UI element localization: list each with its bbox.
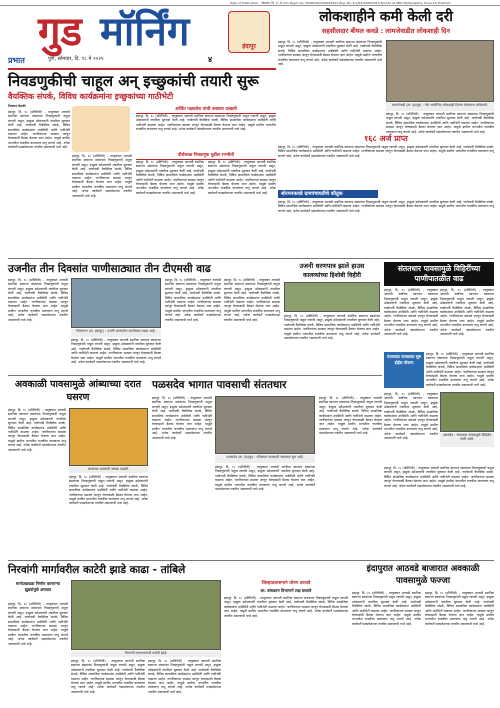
story4-text5: इंदापूर, दि. १८ (प्रतिनिधी) - तालुक्यात आगामी स्थानिक स्वराज्य संस्थांच्या निवडणुकांची चाहूल लागली असून, इच्छुक उमेदवारांनी तयारीला सुरुवात केली आहे. गावोगावी वैयक्तिक संपर्क, विविध सामाजिक कार्यक्रमांना उपस्थिती आणि गाठीभेटी वाढल्या आहेत. नागरिकांच्या समस्या जाणून घेण्यासाठी बैठका घेतल्या जात आहेत. यामुळे ग्रामीण भागातील राजकीय वातावरण तापू लागले आहे. अनेक कार्यकर्ते पक्षप्रवेशाच्या तयारीत असल्याची चर्चा आहे. bbox=[384, 466, 494, 488]
badge-logo bbox=[228, 11, 270, 53]
ujani-story bbox=[8, 262, 280, 372]
divider-h1 bbox=[8, 258, 494, 259]
story4-text4: इंदापूर, दि. १८ (प्रतिनिधी) - तालुक्यात आगामी स्थानिक स्वराज्य संस्थांच्या निवडणुकांची चाहूल लागली असून, इच्छुक उमेदवारांनी तयारीला सुरुवात केली आहे. गावोगावी वैयक्तिक संपर्क, विविध सामाजिक कार्यक्रमांना उपस्थिती आणि गाठीभेटी वाढल्या आहेत. नागरिकांच्या समस्या जाणून घेण्यासाठी बैठका घेतल्या जात आहेत. यामुळे ग्रामीण भागातील राजकीय वातावरण तापू लागले आहे. अनेक कार्यकर्ते पक्षप्रवेशाच्या तयारीत असल्याची चर्चा आहे. bbox=[384, 392, 438, 441]
lead-col5: इंदापूर, दि. १८ (प्रतिनिधी) - तालुक्यात आगामी स्थानिक स्वराज्य संस्थांच्या निवडणुकांची चाहूल लागली असून, इच्छुक उमेदवारांनी तयारीला सुरुवात केली आहे. गावोगावी वैयक्तिक संपर्क, विविध सामाजिक कार्यक्रमांना उपस्थिती आणि गाठीभेटी वाढल्या आहेत. नागरिकांच्या समस्या जाणून घेण्यासाठी बैठका घेतल्या जात आहेत. यामुळे ग्रामीण भागातील राजकीय वातावरण तापू लागले आहे. अनेक कार्यकर्ते पक्षप्रवेशाच्या तयारीत असल्याची चर्चा आहे. bbox=[208, 160, 276, 195]
ujani-col3: इंदापूर, दि. १८ (प्रतिनिधी) - तालुक्यात आगामी स्थानिक स्वराज्य संस्थांच्या निवडणुकांची चाहूल लागली असून, इच्छुक उमेदवारांनी तयारीला सुरुवात केली आहे. गावोगावी वैयक्तिक संपर्क, विविध सामाजिक कार्यक्रमांना उपस्थिती आणि गाठीभेटी वाढल्या आहेत. नागरिकांच्या समस्या जाणून घेण्यासाठी बैठका घेतल्या जात आहेत. यामुळे ग्रामीण भागातील राजकीय वातावरण तापू लागले आहे. अनेक कार्यकर्ते पक्षप्रवेशाच्या तयारीत असल्याची चर्चा आहे. bbox=[165, 278, 221, 322]
right-top-box2-text: इंदापूर, दि. १८ (प्रतिनिधी) - तालुक्यात आगामी स्थानिक स्वराज्य संस्थांच्या निवडणुकांची चाहूल लागली असून, इच्छुक उमेदवारांनी तयारीला सुरुवात केली आहे. गावोगावी वैयक्तिक संपर्क, विविध सामाजिक कार्यक्रमांना उपस्थिती आणि गाठीभेटी वाढल्या आहेत. नागरिकांच्या समस्या जाणून घेण्यासाठी बैठका घेतल्या जात आहेत. यामुळे ग्रामीण भागातील राजकीय वातावरण तापू लागले आहे. अनेक कार्यकर्ते पक्षप्रवेशाच्या तयारीत असल्याची चर्चा आहे. bbox=[278, 200, 494, 213]
nirvangi-caption: निरवांगी रस्त्यालगतची काटेरी झाडे. bbox=[71, 651, 221, 657]
brand-gud: गुड bbox=[38, 9, 82, 55]
right-top-box-text: इंदापूर, दि. १८ (प्रतिनिधी) - तालुक्यात आगामी स्थानिक स्वराज्य संस्थांच्या निवडणुकांची चाहूल लागली असून, इच्छुक उमेदवारांनी तयारीला सुरुवात केली आहे. गावोगावी वैयक्तिक संपर्क, विविध सामाजिक कार्यक्रमांना उपस्थिती आणि गाठीभेटी वाढल्या आहेत. नागरिकांच्या समस्या जाणून घेण्यासाठी बैठका घेतल्या जात आहेत. यामुळे ग्रामीण भागातील राजकीय वातावरण तापू लागले आहे. अनेक कार्यकर्ते पक्षप्रवेशाच्या तयारीत असल्याची चर्चा आहे. bbox=[278, 145, 494, 158]
right-top-caption: लामजेवाडी (ता. इंदापूर) : येथे आयोजित लोकशाही दिनात बोलताना अधिकारी. bbox=[386, 103, 494, 111]
palasdev-story bbox=[152, 378, 382, 558]
right-top-headline: लोकशाहीने कमी केली दरी bbox=[319, 9, 453, 25]
ujani-col1: इंदापूर, दि. १८ (प्रतिनिधी) - तालुक्यात आगामी स्थानिक स्वराज्य संस्थांच्या निवडणुकांची चाहूल लागली असून, इच्छुक उमेदवारांनी तयारीला सुरुवात केली आहे. गावोगावी वैयक्तिक संपर्क, विविध सामाजिक कार्यक्रमांना उपस्थिती आणि गाठीभेटी वाढल्या आहेत. नागरिकांच्या समस्या जाणून घेण्यासाठी बैठका घेतल्या जात आहेत. यामुळे ग्रामीण भागातील राजकीय वातावरण तापू लागले आहे. अनेक कार्यकर्ते पक्षप्रवेशाच्या तयारीत असल्याची चर्चा आहे. bbox=[8, 278, 68, 322]
mango-headline: अवकाळी पावसामुळे आंब्याच्या दरात घसरण bbox=[14, 379, 142, 403]
lead-col4: इंदापूर, दि. १८ (प्रतिनिधी) - तालुक्यात आगामी स्थानिक स्वराज्य संस्थांच्या निवडणुकांची चाहूल लागली असून, इच्छुक उमेदवारांनी तयारीला सुरुवात केली आहे. गावोगावी वैयक्तिक संपर्क, विविध सामाजिक कार्यक्रमांना उपस्थिती आणि गाठीभेटी वाढल्या आहेत. नागरिकांच्या समस्या जाणून घेण्यासाठी बैठका घेतल्या जात आहेत. यामुळे ग्रामीण भागातील राजकीय वातावरण तापू लागले आहे. अनेक कार्यकर्ते पक्षप्रवेशाच्या तयारीत असल्याची चर्चा आहे. bbox=[136, 160, 204, 195]
lead-headline: निवडणुकीची चाहूल अन् इच्छुकांची तयारी सुरू bbox=[8, 72, 259, 90]
right-top-box-title: १६८ अर्ज प्राप्त bbox=[364, 134, 408, 143]
palasdev-col3: इंदापूर, दि. १८ (प्रतिनिधी) - तालुक्यात आगामी स्थानिक स्वराज्य संस्थांच्या निवडणुकांची चाहूल लागली असून, इच्छुक उमेदवारांनी तयारीला सुरुवात केली आहे. गावोगावी वैयक्तिक संपर्क, विविध सामाजिक कार्यक्रमांना उपस्थिती आणि गाठीभेटी वाढल्या आहेत. नागरिकांच्या समस्या जाणून घेण्यासाठी बैठका घेतल्या जात आहेत. यामुळे ग्रामीण भागातील राजकीय वातावरण तापू लागले आहे. अनेक कार्यकर्ते पक्षप्रवेशाच्या तयारीत असल्याची चर्चा आहे. bbox=[319, 396, 382, 436]
story4-caption: पळसदेव : संततधार पावसामुळे विहिरीत पाणी आले. bbox=[440, 433, 494, 447]
mango-story bbox=[8, 378, 148, 558]
story3-photo bbox=[284, 282, 380, 312]
story4-text1: इंदापूर, दि. १८ (प्रतिनिधी) - तालुक्यात आगामी स्थानिक स्वराज्य संस्थांच्या निवडणुकांची चाहूल लागली असून, इच्छुक उमेदवारांनी तयारीला सुरुवात केली आहे. गावोगावी वैयक्तिक संपर्क, विविध सामाजिक कार्यक्रमांना उपस्थिती आणि गाठीभेटी वाढल्या आहेत. नागरिकांच्या समस्या जाणून घेण्यासाठी बैठका घेतल्या जात आहेत. यामुळे ग्रामीण भागातील राजकीय वातावरण तापू लागले आहे. अनेक कार्यकर्ते पक्षप्रवेशाच्या तयारीत असल्याची चर्चा आहे. bbox=[384, 288, 438, 337]
lead-box1: अर्जित पक्षप्रवेश यांची शक्यता दाखली bbox=[136, 106, 276, 114]
nirvangi-col2: इंदापूर, दि. १८ (प्रतिनिधी) - तालुक्यात आगामी स्थानिक स्वराज्य संस्थांच्या निवडणुकांची चाहूल लागली असून, इच्छुक उमेदवारांनी तयारीला सुरुवात केली आहे. गावोगावी वैयक्तिक संपर्क, विविध सामाजिक कार्यक्रमांना उपस्थिती आणि गाठीभेटी वाढल्या आहेत. नागरिकांच्या समस्या जाणून घेण्यासाठी बैठका घेतल्या जात आहेत. यामुळे ग्रामीण भागातील राजकीय वातावरण तापू लागले आहे. अनेक कार्यकर्ते पक्षप्रवेशाच्या तयारीत असल्याची चर्चा आहे. bbox=[71, 659, 145, 694]
indapur-col2: इंदापूर, दि. १८ (प्रतिनिधी) - तालुक्यात आगामी स्थानिक स्वराज्य संस्थांच्या निवडणुकांची चाहूल लागली असून, इच्छुक उमेदवारांनी तयारीला सुरुवात केली आहे. गावोगावी वैयक्तिक संपर्क, विविध सामाजिक कार्यक्रमांना उपस्थिती आणि गाठीभेटी वाढल्या आहेत. नागरिकांच्या समस्या जाणून घेण्यासाठी बैठका घेतल्या जात आहेत. यामुळे ग्रामीण भागातील राजकीय वातावरण तापू लागले आहे. अनेक कार्यकर्ते पक्षप्रवेशाच्या तयारीत असल्याची चर्चा आहे. bbox=[425, 591, 494, 626]
top-strip bbox=[0, 0, 500, 6]
mango-col2: इंदापूर, दि. १८ (प्रतिनिधी) - तालुक्यात आगामी स्थानिक स्वराज्य संस्थांच्या निवडणुकांची चाहूल लागली असून, इच्छुक उमेदवारांनी तयारीला सुरुवात केली आहे. गावोगावी वैयक्तिक संपर्क, विविध सामाजिक कार्यक्रमांना उपस्थिती आणि गाठीभेटी वाढल्या आहेत. नागरिकांच्या समस्या जाणून घेण्यासाठी बैठका घेतल्या जात आहेत. यामुळे ग्रामीण भागातील राजकीय वातावरण तापू लागले आहे. अनेक कार्यकर्ते पक्षप्रवेशाच्या तयारीत असल्याची चर्चा आहे. bbox=[69, 475, 148, 506]
story4-text3: इंदापूर, दि. १८ (प्रतिनिधी) - तालुक्यात आगामी स्थानिक स्वराज्य संस्थांच्या निवडणुकांची चाहूल लागली असून, इच्छुक उमेदवारांनी तयारीला सुरुवात केली आहे. गावोगावी वैयक्तिक संपर्क, विविध सामाजिक कार्यक्रमांना उपस्थिती आणि गाठीभेटी वाढल्या आहेत. नागरिकांच्या समस्या जाणून घेण्यासाठी बैठका घेतल्या जात आहेत. यामुळे ग्रामीण भागातील राजकीय वातावरण तापू लागले आहे. अनेक कार्यकर्ते पक्षप्रवेशाच्या तयारीत असल्याची चर्चा आहे. bbox=[426, 352, 494, 387]
right-top-story bbox=[278, 8, 494, 258]
story4-text2: इंदापूर, दि. १८ (प्रतिनिधी) - तालुक्यात आगामी स्थानिक स्वराज्य संस्थांच्या निवडणुकांची चाहूल लागली असून, इच्छुक उमेदवारांनी तयारीला सुरुवात केली आहे. गावोगावी वैयक्तिक संपर्क, विविध सामाजिक कार्यक्रमांना उपस्थिती आणि गाठीभेटी वाढल्या आहेत. नागरिकांच्या समस्या जाणून घेण्यासाठी बैठका घेतल्या जात आहेत. यामुळे ग्रामीण भागातील राजकीय वातावरण तापू लागले आहे. अनेक कार्यकर्ते पक्षप्रवेशाच्या तयारीत असल्याची चर्चा आहे. bbox=[440, 288, 494, 337]
nirvangi-story bbox=[8, 563, 348, 703]
ujani-headline: उजनीत तीन दिवसांत पाणीसाठ्यात तीन टीएमसी वाढ bbox=[8, 263, 211, 275]
lead-col2: इंदापूर, दि. १८ (प्रतिनिधी) - तालुक्यात आगामी स्थानिक स्वराज्य संस्थांच्या निवडणुकांची चाहूल लागली असून, इच्छुक उमेदवारांनी तयारीला सुरुवात केली आहे. गावोगावी वैयक्तिक संपर्क, विविध सामाजिक कार्यक्रमांना उपस्थिती आणि गाठीभेटी वाढल्या आहेत. नागरिकांच्या समस्या जाणून घेण्यासाठी बैठका घेतल्या जात आहेत. यामुळे ग्रामीण भागातील राजकीय वातावरण तापू लागले आहे. अनेक कार्यकर्ते पक्षप्रवेशाच्या तयारीत असल्याची चर्चा आहे. bbox=[72, 154, 132, 198]
lead-col3: इंदापूर, दि. १८ (प्रतिनिधी) - तालुक्यात आगामी स्थानिक स्वराज्य संस्थांच्या निवडणुकांची चाहूल लागली असून, इच्छुक उमेदवारांनी तयारीला सुरुवात केली आहे. गावोगावी वैयक्तिक संपर्क, विविध सामाजिक कार्यक्रमांना उपस्थिती आणि गाठीभेटी वाढल्या आहेत. नागरिकांच्या समस्या जाणून घेण्यासाठी बैठका घेतल्या जात आहेत. यामुळे ग्रामीण भागातील राजकीय वातावरण तापू लागले आहे. अनेक कार्यकर्ते पक्षप्रवेशाच्या तयारीत असल्याची चर्चा आहे. bbox=[136, 114, 276, 132]
right-top-text-right: इंदापूर, दि. १८ (प्रतिनिधी) - तालुक्यात आगामी स्थानिक स्वराज्य संस्थांच्या निवडणुकांची चाहूल लागली असून, इच्छुक उमेदवारांनी तयारीला सुरुवात केली आहे. गावोगावी वैयक्तिक संपर्क, विविध सामाजिक कार्यक्रमांना उपस्थिती आणि गाठीभेटी वाढल्या आहेत. नागरिकांच्या समस्या जाणून घेण्यासाठी बैठका घेतल्या जात आहेत. यामुळे ग्रामीण भागातील राजकीय वातावरण तापू लागले आहे. अनेक कार्यकर्ते पक्षप्रवेशाच्या तयारीत असल्याची चर्चा आहे. bbox=[386, 112, 494, 134]
ujani-caption: भिमानगर (ता. इंदापूर) : उजनी धरणातील पाणीसाठा वाढत आहे. bbox=[71, 329, 161, 337]
lead-subhead: वैयक्तिक संपर्क, विविध कार्यक्रमांना इच्छुकांच्या गाठीभेटी bbox=[8, 92, 174, 101]
indapur-headline: इंदापुरात आठवडे बाजारात अवकाळी पावसामुळे फज्जा bbox=[366, 564, 480, 586]
right-top-subhead: सहसीलदार बीयल कवडे : लामजेवाडीत लोकशाही दिन bbox=[322, 27, 450, 35]
masthead bbox=[8, 7, 272, 67]
story4 bbox=[384, 262, 494, 462]
brand-morning: मॉर्निंग bbox=[100, 9, 190, 55]
story4-side-box: पंधरवाडा पावसाळा सुरु होईल योजना bbox=[384, 352, 424, 388]
page-number: ४ bbox=[208, 55, 213, 64]
edition-line: पुणे, सोमवार, दि. १८ मे २०२५ bbox=[48, 56, 104, 62]
story3-text: इंदापूर, दि. १८ (प्रतिनिधी) - तालुक्यात आगामी स्थानिक स्वराज्य संस्थांच्या निवडणुकांची चाहूल लागली असून, इच्छुक उमेदवारांनी तयारीला सुरुवात केली आहे. गावोगावी वैयक्तिक संपर्क, विविध सामाजिक कार्यक्रमांना उपस्थिती आणि गाठीभेटी वाढल्या आहेत. नागरिकांच्या समस्या जाणून घेण्यासाठी बैठका घेतल्या जात आहेत. यामुळे ग्रामीण भागातील राजकीय वातावरण तापू लागले आहे. अनेक कार्यकर्ते पक्षप्रवेशाच्या तयारीत असल्याची चर्चा आहे. bbox=[284, 314, 380, 341]
palasdev-col1: इंदापूर, दि. १८ (प्रतिनिधी) - तालुक्यात आगामी स्थानिक स्वराज्य संस्थांच्या निवडणुकांची चाहूल लागली असून, इच्छुक उमेदवारांनी तयारीला सुरुवात केली आहे. गावोगावी वैयक्तिक संपर्क, विविध सामाजिक कार्यक्रमांना उपस्थिती आणि गाठीभेटी वाढल्या आहेत. नागरिकांच्या समस्या जाणून घेण्यासाठी बैठका घेतल्या जात आहेत. यामुळे ग्रामीण भागातील राजकीय वातावरण तापू लागले आहे. अनेक कार्यकर्ते पक्षप्रवेशाच्या तयारीत असल्याची चर्चा आहे. bbox=[152, 396, 212, 440]
story4-headline: संततधार पावसामुळे विहिरींच्या पाणीपातळीत वाढ bbox=[384, 262, 494, 286]
lead-story bbox=[8, 72, 276, 252]
right-top-photo bbox=[386, 40, 494, 102]
mango-col1: इंदापूर, दि. १८ (प्रतिनिधी) - तालुक्यात आगामी स्थानिक स्वराज्य संस्थांच्या निवडणुकांची चाहूल लागली असून, इच्छुक उमेदवारांनी तयारीला सुरुवात केली आहे. गावोगावी वैयक्तिक संपर्क, विविध सामाजिक कार्यक्रमांना उपस्थिती आणि गाठीभेटी वाढल्या आहेत. नागरिकांच्या समस्या जाणून घेण्यासाठी बैठका घेतल्या जात आहेत. यामुळे ग्रामीण भागातील राजकीय वातावरण तापू लागले आहे. अनेक कार्यकर्ते पक्षप्रवेशाच्या तयारीत असल्याची चर्चा आहे. bbox=[8, 408, 66, 452]
nirvangi-col4: इंदापूर, दि. १८ (प्रतिनिधी) - तालुक्यात आगामी स्थानिक स्वराज्य संस्थांच्या निवडणुकांची चाहूल लागली असून, इच्छुक उमेदवारांनी तयारीला सुरुवात केली आहे. गावोगावी वैयक्तिक संपर्क, विविध सामाजिक कार्यक्रमांना उपस्थिती आणि गाठीभेटी वाढल्या आहेत. नागरिकांच्या समस्या जाणून घेण्यासाठी बैठका घेतल्या जात आहेत. यामुळे ग्रामीण भागातील राजकीय वातावरण तापू लागले आहे. अनेक कार्यकर्ते पक्षप्रवेशाच्या तयारीत असल्याची चर्चा आहे. bbox=[224, 596, 348, 618]
mango-caption: बाजारात आंब्याची आवक वाढली. bbox=[69, 467, 148, 473]
story3-subhead: कालव्यांच्या हिशोबी विहीरी bbox=[303, 272, 361, 279]
nirvangi-left-box: मार्गाअडथळा निर्माण करणाऱ्या झुडपांमुळे अपघात bbox=[8, 580, 68, 600]
story3 bbox=[284, 262, 380, 372]
indapur-col1: इंदापूर, दि. १८ (प्रतिनिधी) - तालुक्यात आगामी स्थानिक स्वराज्य संस्थांच्या निवडणुकांची चाहूल लागली असून, इच्छुक उमेदवारांनी तयारीला सुरुवात केली आहे. गावोगावी वैयक्तिक संपर्क, विविध सामाजिक कार्यक्रमांना उपस्थिती आणि गाठीभेटी वाढल्या आहेत. नागरिकांच्या समस्या जाणून घेण्यासाठी बैठका घेतल्या जात आहेत. यामुळे ग्रामीण भागातील राजकीय वातावरण तापू लागले आहे. अनेक कार्यकर्ते पक्षप्रवेशाच्या तयारीत असल्याची चर्चा आहे. bbox=[352, 591, 421, 626]
right-top-text-left: इंदापूर, दि. १८ (प्रतिनिधी) - तालुक्यात आगामी स्थानिक स्वराज्य संस्थांच्या निवडणुकांची चाहूल लागली असून, इच्छुक उमेदवारांनी तयारीला सुरुवात केली आहे. गावोगावी वैयक्तिक संपर्क, विविध सामाजिक कार्यक्रमांना उपस्थिती आणि गाठीभेटी वाढल्या आहेत. नागरिकांच्या समस्या जाणून घेण्यासाठी बैठका घेतल्या जात आहेत. यामुळे ग्रामीण भागातील राजकीय वातावरण तापू लागले आहे. अनेक कार्यकर्ते पक्षप्रवेशाच्या तयारीत असल्याची चर्चा आहे. bbox=[278, 40, 382, 67]
indapur-story bbox=[352, 563, 494, 703]
badge-text: इंदापूर bbox=[242, 43, 256, 50]
palasdev-headline: पळसदेव भागात पावसाची संततधार bbox=[152, 379, 287, 391]
nirvangi-col3: इंदापूर, दि. १८ (प्रतिनिधी) - तालुक्यात आगामी स्थानिक स्वराज्य संस्थांच्या निवडणुकांची चाहूल लागली असून, इच्छुक उमेदवारांनी तयारीला सुरुवात केली आहे. गावोगावी वैयक्तिक संपर्क, विविध सामाजिक कार्यक्रमांना उपस्थिती आणि गाठीभेटी वाढल्या आहेत. नागरिकांच्या समस्या जाणून घेण्यासाठी बैठका घेतल्या जात आहेत. यामुळे ग्रामीण भागातील राजकीय वातावरण तापू लागले आहे. अनेक कार्यकर्ते पक्षप्रवेशाच्या तयारीत असल्याची चर्चा आहे. bbox=[148, 659, 221, 694]
ujani-col4: इंदापूर, दि. १८ (प्रतिनिधी) - तालुक्यात आगामी स्थानिक स्वराज्य संस्थांच्या निवडणुकांची चाहूल लागली असून, इच्छुक उमेदवारांनी तयारीला सुरुवात केली आहे. गावोगावी वैयक्तिक संपर्क, विविध सामाजिक कार्यक्रमांना उपस्थिती आणि गाठीभेटी वाढल्या आहेत. नागरिकांच्या समस्या जाणून घेण्यासाठी बैठका घेतल्या जात आहेत. यामुळे ग्रामीण भागातील राजकीय वातावरण तापू लागले आहे. अनेक कार्यकर्ते पक्षप्रवेशाच्या तयारीत असल्याची चर्चा आहे. bbox=[224, 278, 280, 322]
lead-col1: इंदापूर, दि. १८ (प्रतिनिधी) - तालुक्यात आगामी स्थानिक स्वराज्य संस्थांच्या निवडणुकांची चाहूल लागली असून, इच्छुक उमेदवारांनी तयारीला सुरुवात केली आहे. गावोगावी वैयक्तिक संपर्क, विविध सामाजिक कार्यक्रमांना उपस्थिती आणि गाठीभेटी वाढल्या आहेत. नागरिकांच्या समस्या जाणून घेण्यासाठी बैठका घेतल्या जात आहेत. यामुळे ग्रामीण भागातील राजकीय वातावरण तापू लागले आहे. अनेक कार्यकर्ते पक्षप्रवेशाच्या तयारीत असल्याची चर्चा आहे. bbox=[8, 110, 70, 150]
right-top-box2-title: सोरपनकवडे ग्रामपंचायतीचे कौतुक bbox=[278, 190, 378, 198]
palasdev-photo bbox=[215, 396, 315, 454]
divider-h2 bbox=[8, 375, 382, 376]
lead-city: निमगाव केतकी bbox=[8, 104, 26, 108]
nirvangi-mid-sub: सा. बांधकाम विभागाने लक्ष घालावे bbox=[260, 588, 312, 593]
top-strip-text: Date of Publication : सोमवार, दि. १८ मे २०२५ Regd. No. MAHMAR/2008/26543 Reg. No. P-1/R3/2008/2010 Printed at SBO Maharashtra, Pune-18 'Prabhat' bbox=[230, 1, 451, 5]
palasdev-col2: इंदापूर, दि. १८ (प्रतिनिधी) - तालुक्यात आगामी स्थानिक स्वराज्य संस्थांच्या निवडणुकांची चाहूल लागली असून, इच्छुक उमेदवारांनी तयारीला सुरुवात केली आहे. गावोगावी वैयक्तिक संपर्क, विविध सामाजिक कार्यक्रमांना उपस्थिती आणि गाठीभेटी वाढल्या आहेत. नागरिकांच्या समस्या जाणून घेण्यासाठी बैठका घेतल्या जात आहेत. यामुळे ग्रामीण भागातील राजकीय वातावरण तापू लागले आहे. अनेक कार्यकर्ते पक्षप्रवेशाच्या तयारीत असल्याची चर्चा आहे. bbox=[215, 465, 315, 492]
story4-photo bbox=[440, 392, 494, 432]
nirvangi-col1: इंदापूर, दि. १८ (प्रतिनिधी) - तालुक्यात आगामी स्थानिक स्वराज्य संस्थांच्या निवडणुकांची चाहूल लागली असून, इच्छुक उमेदवारांनी तयारीला सुरुवात केली आहे. गावोगावी वैयक्तिक संपर्क, विविध सामाजिक कार्यक्रमांना उपस्थिती आणि गाठीभेटी वाढल्या आहेत. नागरिकांच्या समस्या जाणून घेण्यासाठी बैठका घेतल्या जात आहेत. यामुळे ग्रामीण भागातील राजकीय वातावरण तापू लागले आहे. अनेक कार्यकर्ते पक्षप्रवेशाच्या तयारीत असल्याची चर्चा आहे. bbox=[8, 602, 68, 646]
ujani-photo bbox=[71, 278, 161, 328]
nirvangi-photo bbox=[71, 580, 221, 650]
lead-box2: दीर्घकाळ निवडणूक पुढील रणनीती bbox=[136, 152, 276, 160]
masthead-rule bbox=[8, 68, 276, 70]
ujani-col2: इंदापूर, दि. १८ (प्रतिनिधी) - तालुक्यात आगामी स्थानिक स्वराज्य संस्थांच्या निवडणुकांची चाहूल लागली असून, इच्छुक उमेदवारांनी तयारीला सुरुवात केली आहे. गावोगावी वैयक्तिक संपर्क, विविध सामाजिक कार्यक्रमांना उपस्थिती आणि गाठीभेटी वाढल्या आहेत. नागरिकांच्या समस्या जाणून घेण्यासाठी बैठका घेतल्या जात आहेत. यामुळे ग्रामीण भागातील राजकीय वातावरण तापू लागले आहे. अनेक कार्यकर्ते पक्षप्रवेशाच्या तयारीत असल्याची चर्चा आहे. bbox=[71, 338, 161, 365]
prabhat-label: प्रभात bbox=[8, 56, 25, 65]
divider-h3 bbox=[8, 560, 494, 561]
nirvangi-headline: निरवांगी मार्गावरील काटेरी झाडे काढा - तांबिले bbox=[8, 564, 186, 576]
mango-photo bbox=[69, 408, 148, 466]
nirvangi-mid-box: जिल्हाप्रशासनाने धोरण ठरवावे bbox=[224, 580, 348, 587]
palasdev-caption: पळसदेव (ता. इंदापूर) : परिसरात पावसाची संततधार सुरु आहे. bbox=[215, 455, 315, 463]
lead-illustration bbox=[72, 106, 130, 152]
story3-headline: उजनी धरणपात्र झाले हाउस bbox=[299, 262, 365, 270]
